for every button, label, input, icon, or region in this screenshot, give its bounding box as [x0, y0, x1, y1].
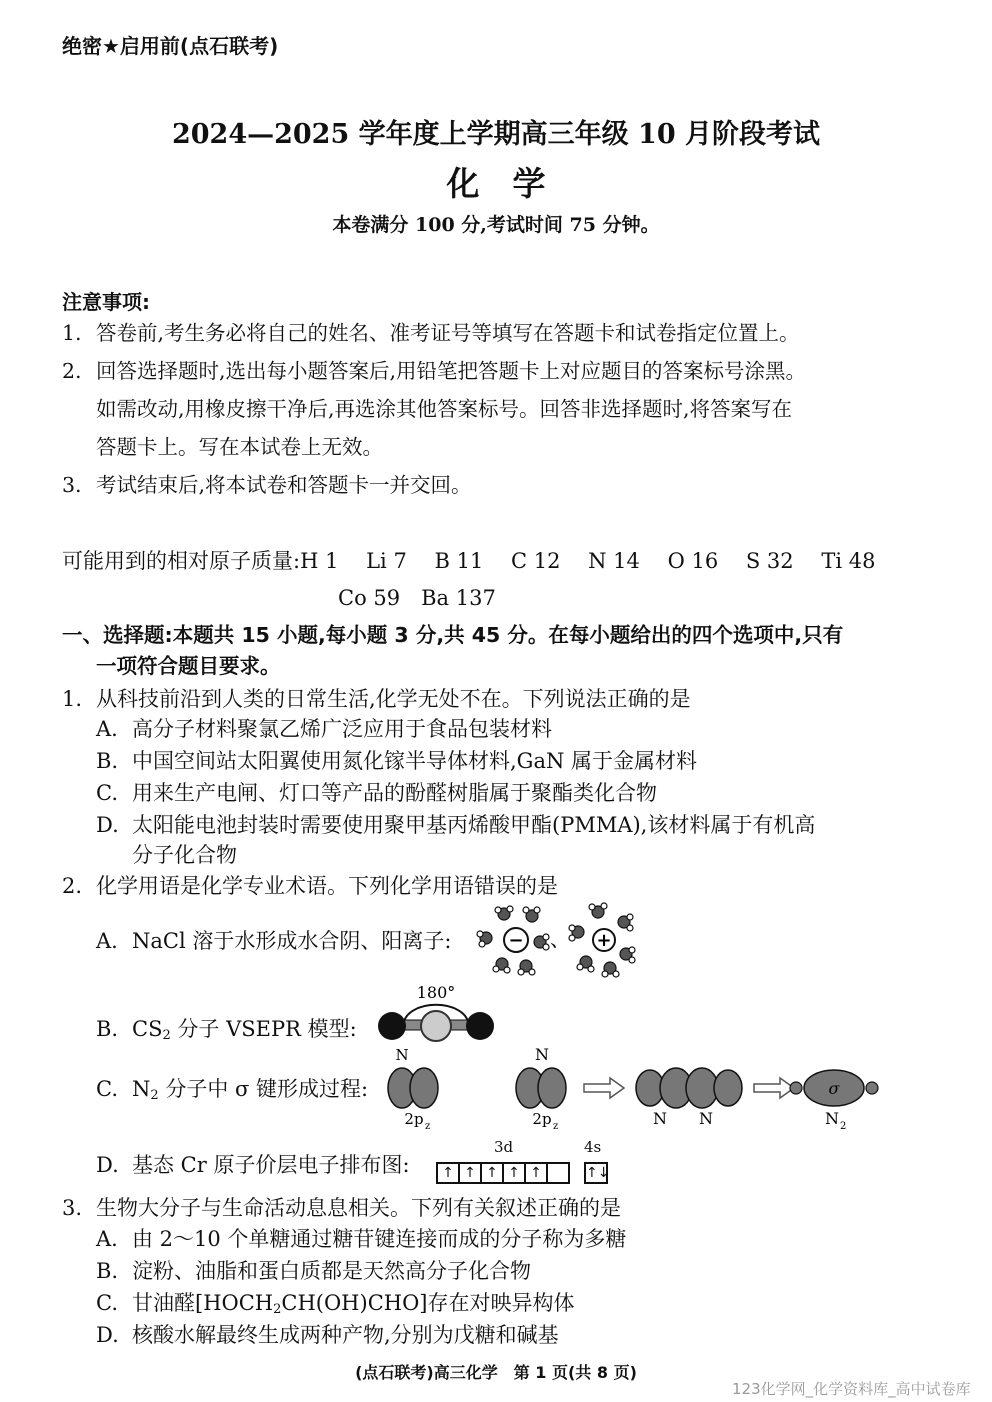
notice-item: 1. 答卷前,考生务必将自己的姓名、准考证号等填写在答题卡和试卷指定位置上。 [62, 321, 800, 345]
anion-sign: − [508, 930, 524, 951]
q2-option-c: C. $N_2$ 分子中 σ 键形成过程: [96, 1077, 369, 1103]
orbital-box: ↑ [524, 1162, 548, 1184]
q1-option-b: B. 中国空间站太阳翼使用氮化镓半导体材料,GaN 属于金属材料 [96, 749, 698, 773]
svg-text:z: z [425, 1121, 431, 1132]
cation-sign: + [596, 930, 612, 951]
svg-text:N: N [535, 1045, 549, 1064]
q2-option-d: D. 基态 Cr 原子价层电子排布图: [96, 1153, 410, 1177]
orbital-box: ↑ [480, 1162, 504, 1184]
atomic-masses-line1: 可能用到的相对原子质量:H 1 Li 7 B 11 C 12 N 14 O 16 S 32 Ti 48 [62, 549, 876, 573]
hydrated-ions-figure [474, 902, 644, 980]
q1-option-d: D. 太阳能电池封装时需要使用聚甲基丙烯酸甲酯(PMMA),该材料属于有机高 [96, 813, 816, 837]
q2-option-a: A. NaCl 溶于水形成水合阴、阳离子: [96, 929, 452, 953]
orbital-3d-label: 3d [494, 1138, 514, 1156]
notice-item-cont: 答题卡上。写在本试卷上无效。 [96, 435, 383, 459]
q3-option-d: D. 核酸水解最终生成两种产物,分别为戊糖和碱基 [96, 1323, 559, 1347]
q2-option-b: B. $CS_2$ 分子 VSEPR 模型: [96, 1017, 357, 1043]
q3-option-a: A. 由 2～10 个单糖通过糖苷键连接而成的分子称为多糖 [96, 1227, 627, 1251]
notice-item-cont: 如需改动,用橡皮擦干净后,再选涂其他答案标号。回答非选择题时,将答案写在 [96, 397, 793, 421]
svg-text:N: N [653, 1109, 667, 1128]
page-footer: (点石联考)高三化学 第 1 页(共 8 页) [355, 1363, 637, 1382]
bond-angle-label: 180° [416, 983, 456, 1002]
svg-text:N: N [825, 1109, 839, 1128]
section-heading-cont: 一项符合题目要求。 [96, 654, 281, 678]
svg-text:、: 、 [550, 927, 570, 951]
svg-text:2p: 2p [404, 1110, 424, 1128]
orbital-box: ↑ [436, 1162, 460, 1184]
svg-text:N: N [699, 1109, 713, 1128]
orbital-box-4s: ↑↓ [584, 1162, 608, 1184]
subject-title: 化 学 [446, 164, 546, 203]
orbital-4s-label: 4s [584, 1138, 602, 1156]
notice-heading: 注意事项: [62, 290, 150, 314]
q3-option-c: C. 甘油醛$[HOCH_2CH(OH)CHO]$存在对映异构体 [96, 1291, 575, 1317]
atomic-masses-line2: Co 59 Ba 137 [338, 586, 496, 610]
q1-option-a: A. 高分子材料聚氯乙烯广泛应用于食品包装材料 [96, 717, 552, 741]
notice-item: 2. 回答选择题时,选出每小题答案后,用铅笔把答题卡上对应题目的答案标号涂黑。 [62, 359, 807, 383]
secret-label: 绝密★启用前(点石联考) [62, 34, 279, 58]
q1-option-c: C. 用来生产电闸、灯口等产品的酚醛树脂属于聚酯类化合物 [96, 781, 657, 805]
svg-text:σ: σ [828, 1079, 840, 1098]
orbital-box: ↑ [458, 1162, 482, 1184]
sigma-bond-formation-figure [384, 1044, 884, 1132]
svg-text:2p: 2p [532, 1110, 552, 1128]
orbital-box-empty [546, 1162, 570, 1184]
exam-title: 2024—2025 学年度上学期高三年级 10 月阶段考试 [171, 119, 821, 150]
section-heading: 一、选择题:本题共 15 小题,每小题 3 分,共 45 分。在每小题给出的四个选项中,只有 [62, 623, 844, 647]
notice-item: 3. 考试结束后,将本试卷和答题卡一并交回。 [62, 473, 472, 497]
watermark-text: 123化学网_化学资料库_高中试卷库 [732, 1380, 971, 1398]
question-3-stem: 3. 生物大分子与生命活动息息相关。下列有关叙述正确的是 [62, 1196, 621, 1220]
score-info: 本卷满分 100 分,考试时间 75 分钟。 [332, 214, 660, 236]
q1-option-d-cont: 分子化合物 [132, 843, 237, 867]
question-2-stem: 2. 化学用语是化学专业术语。下列化学用语错误的是 [62, 874, 558, 898]
svg-text:N: N [395, 1046, 409, 1064]
question-1-stem: 1. 从科技前沿到人类的日常生活,化学无处不在。下列说法正确的是 [62, 687, 691, 711]
cs2-vsepr-figure [366, 980, 500, 1046]
q3-option-b: B. 淀粉、油脂和蛋白质都是天然高分子化合物 [96, 1259, 531, 1283]
orbital-box: ↑ [502, 1162, 526, 1184]
svg-text:2: 2 [840, 1121, 847, 1132]
svg-text:z: z [553, 1121, 559, 1132]
